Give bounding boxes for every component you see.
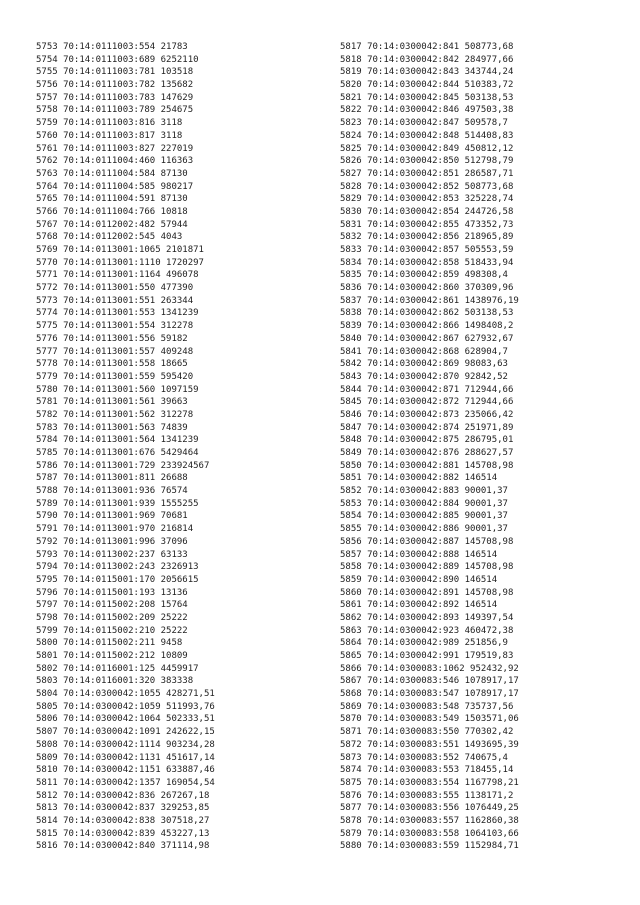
table-row: 5769 70:14:0113001:1065 2101871	[36, 245, 204, 255]
table-row: 5817 70:14:0300042:841 508773,68	[340, 42, 514, 52]
table-row: 5836 70:14:0300042:860 370309,96	[340, 283, 514, 294]
table-row: 5873 70:14:0300083:552 740675,4	[340, 752, 508, 763]
table-row: 5788 70:14:0113001:936 76574	[36, 486, 188, 497]
table-row: 5783 70:14:0113001:563 74839	[36, 422, 188, 433]
table-row: 5834 70:14:0300042:858 518433,94	[340, 257, 514, 268]
table-row: 5839 70:14:0300042:866 1498408,2	[340, 321, 514, 332]
table-row: 5755 70:14:0111003:781 103518	[36, 67, 194, 78]
table-row: 5880 70:14:0300083:559 1152984,71	[340, 841, 519, 852]
table-row: 5761 70:14:0111003:827 227019	[36, 143, 194, 154]
table-row: 5778 70:14:0113001:558 18665	[36, 359, 188, 370]
table-row: 5876 70:14:0300083:555 1138171,2	[340, 790, 514, 801]
table-row: 5838 70:14:0300042:862 503138,53	[340, 308, 514, 319]
table-row: 5878 70:14:0300083:557 1162860,38	[340, 815, 519, 826]
table-row: 5802 70:14:0116001:125 4459917	[36, 663, 199, 674]
table-row: 5807 70:14:0300042:1091 242622,15	[36, 727, 215, 738]
table-row: 5777 70:14:0113001:557 409248	[36, 346, 194, 357]
left-column	[36, 41, 215, 853]
table-row: 5796 70:14:0115001:193 13136	[36, 587, 188, 598]
table-row: 5816 70:14:0300042:840 371114,98	[36, 841, 210, 852]
table-row: 5860 70:14:0300042:891 145708,98	[340, 587, 514, 598]
table-row: 5858 70:14:0300042:889 145708,98	[340, 562, 514, 573]
table-row: 5764 70:14:0111004:585 980217	[36, 181, 194, 192]
table-row: 5771 70:14:0113001:1164 496078	[36, 270, 199, 281]
table-row: 5799 70:14:0115002:210 25222	[36, 625, 188, 636]
table-row: 5762 70:14:0111004:460 116363	[36, 156, 194, 167]
table-row: 5830 70:14:0300042:854 244726,58	[340, 206, 514, 217]
table-row: 5811 70:14:0300042:1357 169054,54	[36, 777, 215, 788]
table-row: 5879 70:14:0300083:558 1064103,66	[340, 828, 519, 839]
table-row: 5837 70:14:0300042:861 1438976,19	[340, 295, 519, 306]
table-row: 5800 70:14:0115002:211 9458	[36, 638, 183, 649]
table-row: 5849 70:14:0300042:876 288627,57	[340, 448, 514, 458]
table-row: 5841 70:14:0300042:868 628904,7	[340, 346, 508, 357]
table-row: 5867 70:14:0300083:546 1078917,17	[340, 676, 519, 687]
table-row: 5779 70:14:0113001:559 595420	[36, 371, 194, 382]
right-column	[340, 41, 519, 853]
table-row: 5806 70:14:0300042:1064 502333,51	[36, 714, 215, 725]
table-row: 5797 70:14:0115002:208 15764	[36, 600, 188, 611]
table-row: 5798 70:14:0115002:209 25222	[36, 612, 188, 623]
table-row: 5813 70:14:0300042:837 329253,85	[36, 803, 210, 814]
table-row: 5855 70:14:0300042:886 90001,37	[340, 524, 508, 535]
table-row: 5789 70:14:0113001:939 1555255	[36, 498, 199, 509]
table-row: 5857 70:14:0300042:888 146514	[340, 549, 498, 560]
table-row: 5842 70:14:0300042:869 98083,63	[340, 359, 508, 370]
table-row: 5840 70:14:0300042:867 627932,67	[340, 333, 514, 344]
table-row: 5808 70:14:0300042:1114 903234,28	[36, 739, 215, 750]
table-row: 5758 70:14:0111003:789 254675	[36, 105, 194, 116]
table-row: 5847 70:14:0300042:874 251971,89	[340, 422, 514, 433]
table-row: 5759 70:14:0111003:816 3118	[36, 118, 183, 129]
table-row: 5763 70:14:0111004:584 87130	[36, 168, 188, 179]
table-row: 5853 70:14:0300042:884 90001,37	[340, 498, 508, 509]
table-row: 5815 70:14:0300042:839 453227,13	[36, 828, 210, 839]
table-row: 5877 70:14:0300083:556 1076449,25	[340, 803, 519, 814]
table-row: 5760 70:14:0111003:817 3118	[36, 130, 183, 141]
table-row: 5794 70:14:0113002:243 2326913	[36, 562, 199, 573]
table-row: 5868 70:14:0300083:547 1078917,17	[340, 689, 519, 700]
table-row: 5821 70:14:0300042:845 503138,53	[340, 92, 514, 103]
table-row: 5824 70:14:0300042:848 514408,83	[340, 130, 514, 141]
table-row: 5843 70:14:0300042:870 92842,52	[340, 371, 508, 382]
table-row: 5781 70:14:0113001:561 39663	[36, 397, 188, 408]
table-row: 5862 70:14:0300042:893 149397,54	[340, 612, 514, 623]
table-row: 5848 70:14:0300042:875 286795,01	[340, 435, 514, 446]
table-row: 5866 70:14:0300083:1062 952432,92	[340, 663, 519, 674]
table-row: 5801 70:14:0115002:212 10809	[36, 651, 188, 661]
table-row: 5757 70:14:0111003:783 147629	[36, 92, 194, 103]
table-row: 5870 70:14:0300083:549 1503571,06	[340, 714, 519, 725]
table-row: 5833 70:14:0300042:857 505553,59	[340, 245, 514, 255]
table-row: 5829 70:14:0300042:853 325228,74	[340, 194, 514, 205]
table-row: 5854 70:14:0300042:885 90001,37	[340, 511, 508, 522]
table-row: 5865 70:14:0300042:991 179519,83	[340, 651, 514, 661]
table-row: 5804 70:14:0300042:1055 428271,51	[36, 689, 215, 700]
table-row: 5790 70:14:0113001:969 70681	[36, 511, 188, 522]
table-row: 5845 70:14:0300042:872 712944,66	[340, 397, 514, 408]
table-row: 5832 70:14:0300042:856 218965,89	[340, 232, 514, 243]
table-row: 5861 70:14:0300042:892 146514	[340, 600, 498, 611]
table-row: 5852 70:14:0300042:883 90001,37	[340, 486, 508, 497]
table-row: 5827 70:14:0300042:851 286587,71	[340, 168, 514, 179]
table-row: 5792 70:14:0113001:996 37096	[36, 536, 188, 547]
table-row: 5812 70:14:0300042:836 267267,18	[36, 790, 210, 801]
table-row: 5871 70:14:0300083:550 770302,42	[340, 727, 514, 738]
table-row: 5782 70:14:0113001:562 312278	[36, 409, 194, 420]
table-row: 5770 70:14:0113001:1110 1720297	[36, 257, 204, 268]
table-row: 5791 70:14:0113001:970 216814	[36, 524, 194, 535]
table-row: 5851 70:14:0300042:882 146514	[340, 473, 498, 484]
table-row: 5874 70:14:0300083:553 718455,14	[340, 765, 514, 776]
table-row: 5863 70:14:0300042:923 460472,38	[340, 625, 514, 636]
table-row: 5787 70:14:0113001:811 26688	[36, 473, 188, 484]
table-row: 5767 70:14:0112002:482 57944	[36, 219, 188, 230]
table-row: 5826 70:14:0300042:850 512798,79	[340, 156, 514, 167]
table-row: 5772 70:14:0113001:550 477390	[36, 283, 194, 294]
table-row: 5872 70:14:0300083:551 1493695,39	[340, 739, 519, 750]
table-row: 5850 70:14:0300042:881 145708,98	[340, 460, 514, 471]
table-row: 5819 70:14:0300042:843 343744,24	[340, 67, 514, 78]
table-row: 5786 70:14:0113001:729 233924567	[36, 460, 210, 471]
table-row: 5810 70:14:0300042:1151 633887,46	[36, 765, 215, 776]
table-row: 5774 70:14:0113001:553 1341239	[36, 308, 199, 319]
table-row: 5814 70:14:0300042:838 307518,27	[36, 815, 210, 826]
table-row: 5809 70:14:0300042:1131 451617,14	[36, 752, 215, 763]
table-row: 5856 70:14:0300042:887 145708,98	[340, 536, 514, 547]
table-row: 5756 70:14:0111003:782 135682	[36, 80, 194, 91]
table-row: 5766 70:14:0111004:766 10818	[36, 206, 188, 217]
table-row: 5875 70:14:0300083:554 1167798,21	[340, 777, 519, 788]
table-row: 5831 70:14:0300042:855 473352,73	[340, 219, 514, 230]
table-row: 5753 70:14:0111003:554 21783	[36, 42, 188, 52]
table-row: 5864 70:14:0300042:989 251856,9	[340, 638, 508, 649]
table-row: 5846 70:14:0300042:873 235066,42	[340, 409, 514, 420]
table-row: 5828 70:14:0300042:852 508773,68	[340, 181, 514, 192]
table-row: 5795 70:14:0115001:170 2056615	[36, 574, 199, 585]
table-row: 5793 70:14:0113002:237 63133	[36, 549, 188, 560]
table-row: 5785 70:14:0113001:676 5429464	[36, 448, 199, 458]
table-row: 5765 70:14:0111004:591 87130	[36, 194, 188, 205]
table-row: 5780 70:14:0113001:560 1097159	[36, 384, 199, 395]
table-row: 5818 70:14:0300042:842 284977,66	[340, 54, 514, 65]
table-row: 5768 70:14:0112002:545 4043	[36, 232, 183, 243]
table-row: 5820 70:14:0300042:844 510383,72	[340, 80, 514, 91]
table-row: 5776 70:14:0113001:556 59182	[36, 333, 188, 344]
table-row: 5773 70:14:0113001:551 263344	[36, 295, 194, 306]
table-row: 5822 70:14:0300042:846 497503,38	[340, 105, 514, 116]
table-row: 5803 70:14:0116001:320 383338	[36, 676, 194, 687]
table-row: 5805 70:14:0300042:1059 511993,76	[36, 701, 215, 712]
table-row: 5859 70:14:0300042:890 146514	[340, 574, 498, 585]
table-row: 5775 70:14:0113001:554 312278	[36, 321, 194, 332]
table-row: 5835 70:14:0300042:859 498308,4	[340, 270, 508, 281]
table-row: 5869 70:14:0300083:548 735737,56	[340, 701, 514, 712]
table-row: 5844 70:14:0300042:871 712944,66	[340, 384, 514, 395]
table-row: 5823 70:14:0300042:847 509578,7	[340, 118, 508, 129]
table-row: 5825 70:14:0300042:849 450812,12	[340, 143, 514, 154]
table-row: 5754 70:14:0111003:689 6252110	[36, 54, 199, 65]
table-row: 5784 70:14:0113001:564 1341239	[36, 435, 199, 446]
